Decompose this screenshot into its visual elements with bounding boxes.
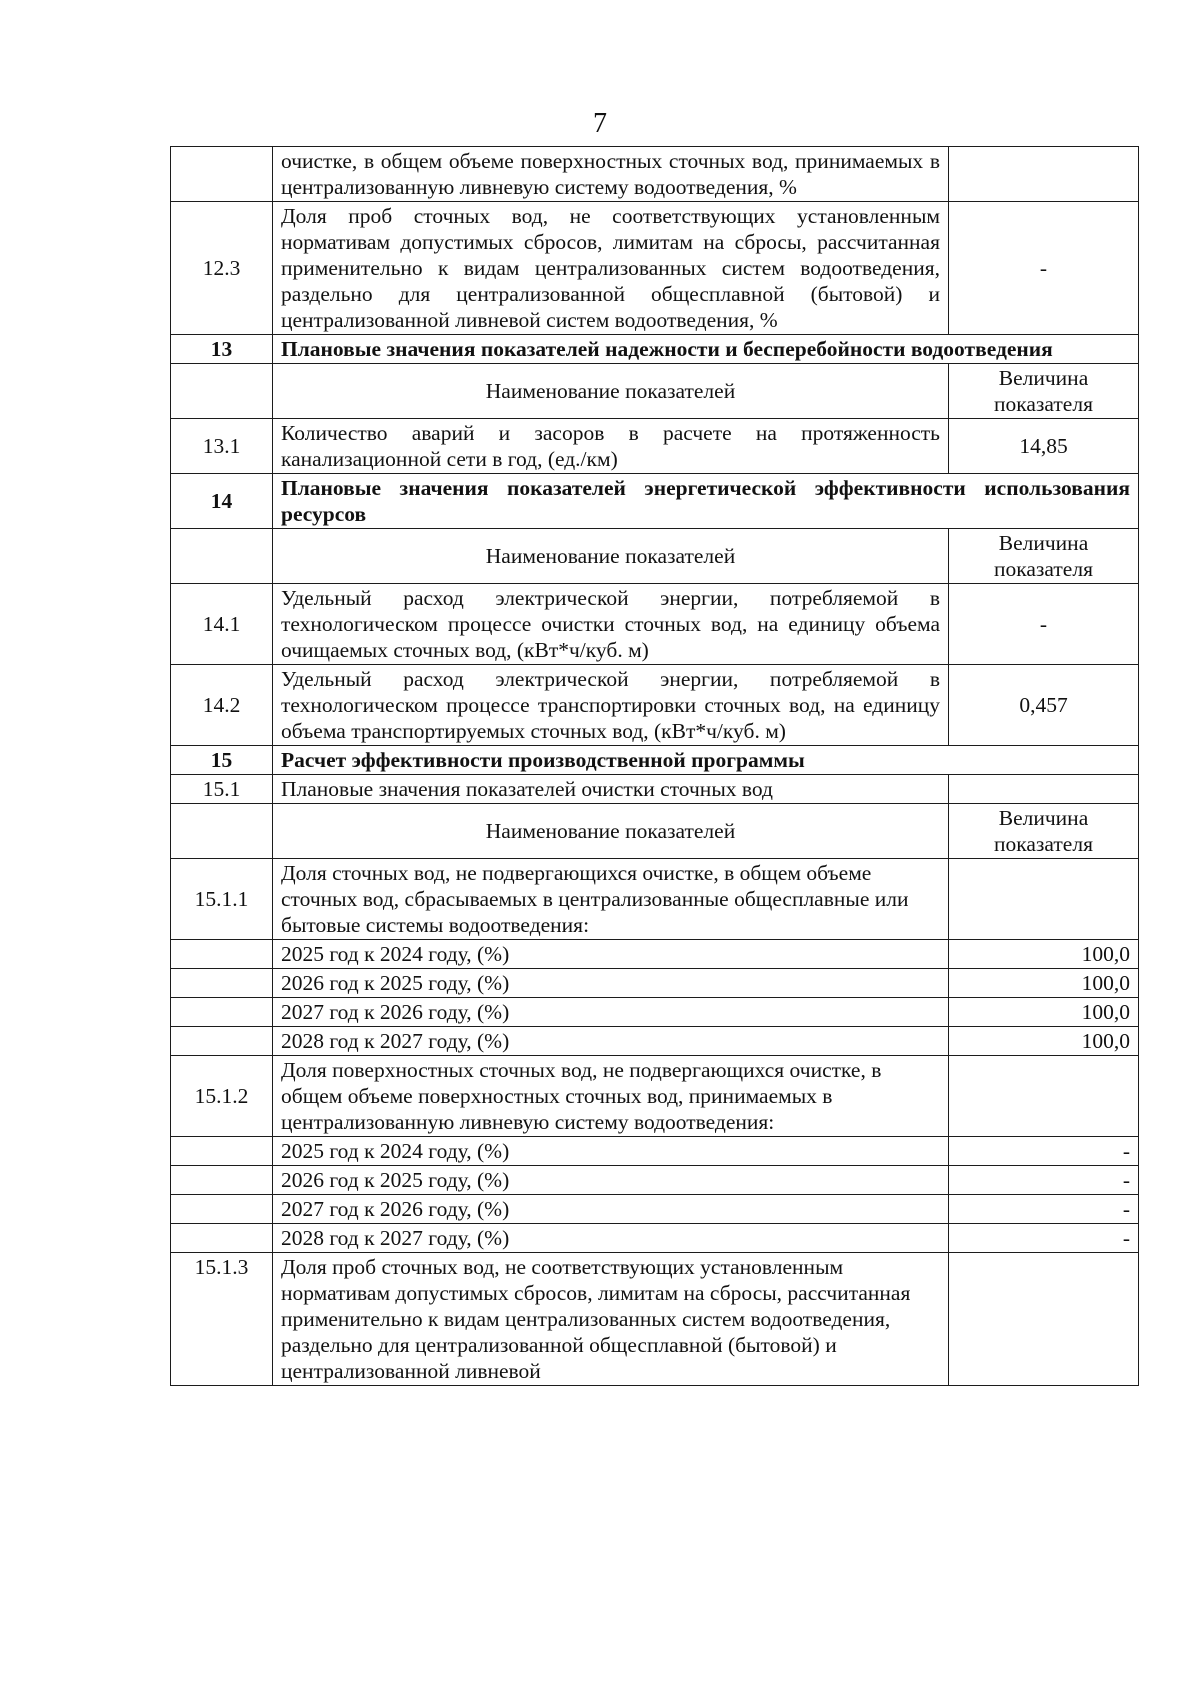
row-number: 15.1 [171,775,273,804]
header-number-cell [171,529,273,584]
header-row [171,529,1139,584]
indicators-table [170,146,1139,1386]
year-value: - [949,1224,1139,1253]
year-value: - [949,1137,1139,1166]
indicator-name: Плановые значения показателей очистки сточных вод [273,775,949,804]
section-title: Расчет эффективности производственной программы [273,746,1139,775]
row-number: 15.1.1 [171,859,273,940]
header-number-cell [171,804,273,859]
year-value: 100,0 [949,969,1139,998]
row-number [171,940,273,969]
year-value: 100,0 [949,1027,1139,1056]
indicator-name: очистке, в общем объеме поверхностных сточных вод, принимаемых в централизованную ливневую систему водоотведения, % [273,147,949,202]
table-row [171,859,1139,940]
year-value: - [949,1166,1139,1195]
header-row [171,364,1139,419]
year-label: 2025 год к 2024 году, (%) [273,1137,949,1166]
year-row [171,1027,1139,1056]
year-label: 2028 год к 2027 году, (%) [273,1027,949,1056]
section-row [171,474,1139,529]
row-number [171,1137,273,1166]
header-value: Величина показателя [949,364,1139,419]
year-row [171,1166,1139,1195]
header-name: Наименование показателей [273,804,949,859]
row-number [171,147,273,202]
table-row [171,202,1139,335]
section-title: Плановые значения показателей энергетической эффективности использования ресурсов [273,474,1139,529]
row-number: 15.1.2 [171,1056,273,1137]
year-row [171,940,1139,969]
indicator-value: - [949,202,1139,335]
section-number: 15 [171,746,273,775]
table-row [171,584,1139,665]
year-value: - [949,1195,1139,1224]
header-value: Величина показателя [949,804,1139,859]
year-row [171,998,1139,1027]
table-row [171,665,1139,746]
section-title: Плановые значения показателей надежности и бесперебойности водоотведения [273,335,1139,364]
year-row [171,1137,1139,1166]
row-number [171,969,273,998]
header-row [171,804,1139,859]
row-number [171,998,273,1027]
row-number: 13.1 [171,419,273,474]
table-row [171,147,1139,202]
table-row [171,775,1139,804]
header-number-cell [171,364,273,419]
year-value: 100,0 [949,940,1139,969]
section-row [171,746,1139,775]
indicator-name: Доля сточных вод, не подвергающихся очистке, в общем объеме сточных вод, сбрасываемых в централизованные общесплавные или бытовые системы водоотведения: [273,859,949,940]
indicator-value: 14,85 [949,419,1139,474]
header-name: Наименование показателей [273,529,949,584]
table-row [171,1253,1139,1386]
row-number: 14.1 [171,584,273,665]
section-number: 13 [171,335,273,364]
indicator-name: Удельный расход электрической энергии, потребляемой в технологическом процессе транспортировки сточных вод, на единицу объема транспортируемых сточных вод, (кВт*ч/куб. м) [273,665,949,746]
year-row [171,1195,1139,1224]
year-value: 100,0 [949,998,1139,1027]
year-label: 2027 год к 2026 году, (%) [273,998,949,1027]
header-value: Величина показателя [949,529,1139,584]
indicator-name: Количество аварий и засоров в расчете на протяженность канализационной сети в год, (ед./км) [273,419,949,474]
section-row [171,335,1139,364]
year-label: 2025 год к 2024 году, (%) [273,940,949,969]
indicator-name: Удельный расход электрической энергии, потребляемой в технологическом процессе очистки сточных вод, на единицу объема очищаемых сточных вод, (кВт*ч/куб. м) [273,584,949,665]
indicator-name: Доля проб сточных вод, не соответствующих установленным нормативам допустимых сбросов, лимитам на сбросы, рассчитанная применительно к видам централизованных систем водоотведения, раздельно для централизованной общесплавной (бытовой) и централизованной ливневой систем водоотведения, % [273,202,949,335]
year-label: 2026 год к 2025 году, (%) [273,1166,949,1195]
table-row [171,1056,1139,1137]
indicator-value [949,775,1139,804]
table-row [171,419,1139,474]
year-label: 2027 год к 2026 году, (%) [273,1195,949,1224]
year-row [171,969,1139,998]
row-number: 15.1.3 [171,1253,273,1386]
indicator-value [949,147,1139,202]
year-label: 2028 год к 2027 году, (%) [273,1224,949,1253]
section-number: 14 [171,474,273,529]
year-row [171,1224,1139,1253]
page-number: 7 [593,108,607,139]
row-number [171,1166,273,1195]
row-number: 12.3 [171,202,273,335]
row-number [171,1195,273,1224]
row-number: 14.2 [171,665,273,746]
indicator-name: Доля поверхностных сточных вод, не подвергающихся очистке, в общем объеме поверхностных сточных вод, принимаемых в централизованную ливневую систему водоотведения: [273,1056,949,1137]
row-number [171,1027,273,1056]
indicator-name: Доля проб сточных вод, не соответствующих установленным нормативам допустимых сбросов, лимитам на сбросы, рассчитанная применительно к видам централизованных систем водоотведения, раздельно для централизованной общесплавной (бытовой) и централизованной ливневой [273,1253,949,1386]
indicator-value [949,1056,1139,1137]
indicator-value: - [949,584,1139,665]
indicator-value [949,1253,1139,1386]
year-label: 2026 год к 2025 году, (%) [273,969,949,998]
row-number [171,1224,273,1253]
indicator-value: 0,457 [949,665,1139,746]
header-name: Наименование показателей [273,364,949,419]
indicator-value [949,859,1139,940]
